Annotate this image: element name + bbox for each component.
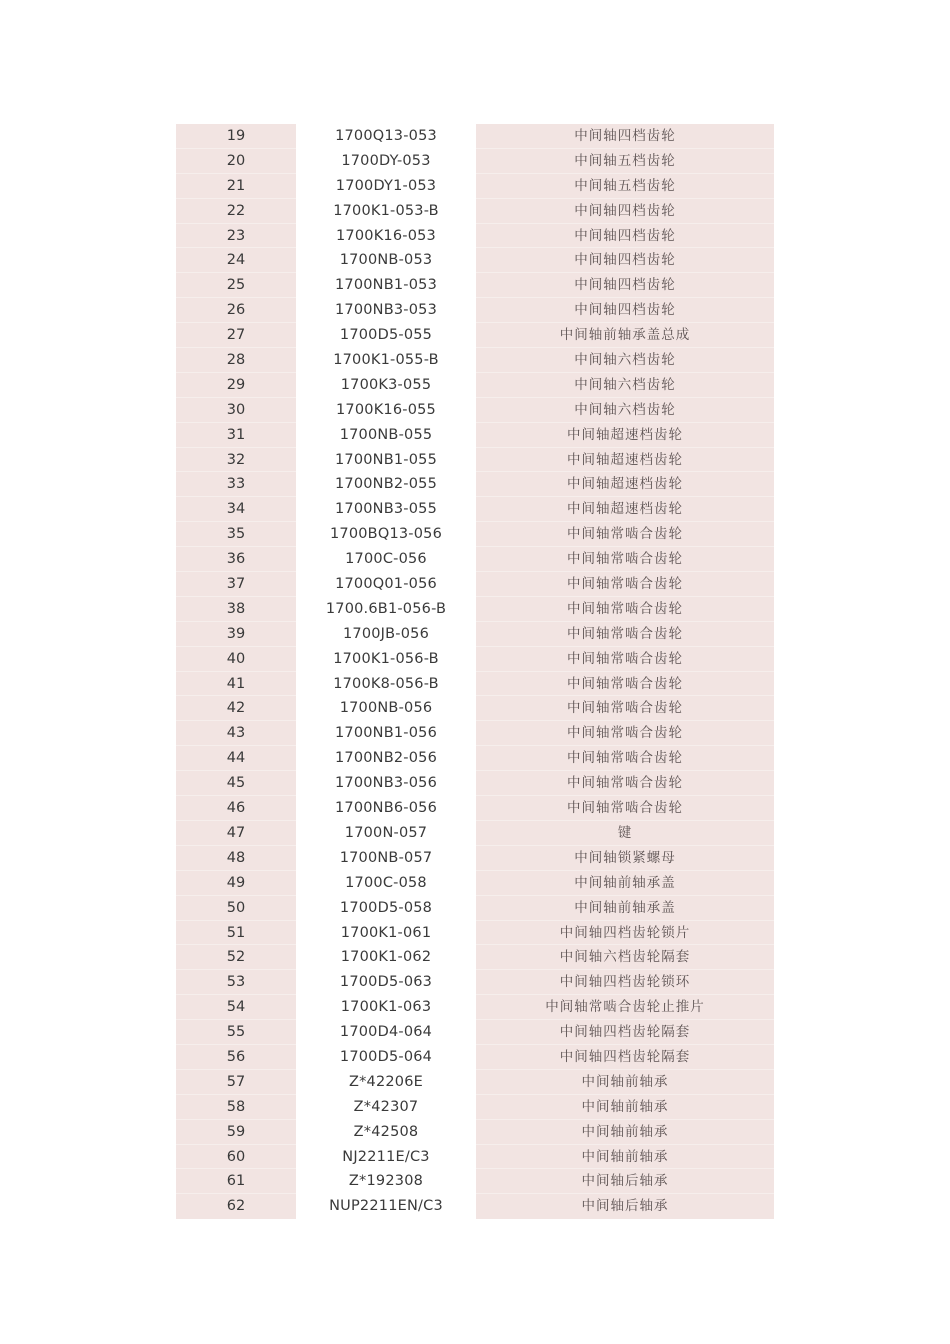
part-name-cell: 中间轴六档齿轮隔套 <box>476 945 774 970</box>
part-name-cell: 中间轴常啮合齿轮 <box>476 572 774 597</box>
part-code-cell: 1700K1-055-B <box>296 348 476 373</box>
table-row <box>176 398 774 423</box>
part-code-cell: 1700.6B1-056-B <box>296 597 476 622</box>
row-number-cell: 29 <box>176 373 296 398</box>
part-name-cell: 中间轴前轴承 <box>476 1145 774 1170</box>
part-name-cell: 中间轴四档齿轮隔套 <box>476 1045 774 1070</box>
row-number-cell: 47 <box>176 821 296 846</box>
row-number-cell: 52 <box>176 945 296 970</box>
table-row <box>176 647 774 672</box>
part-name-cell: 中间轴前轴承 <box>476 1070 774 1095</box>
part-name-cell: 中间轴前轴承盖 <box>476 896 774 921</box>
part-code-cell: 1700D5-058 <box>296 896 476 921</box>
table-row <box>176 174 774 199</box>
part-name-cell: 中间轴超速档齿轮 <box>476 497 774 522</box>
part-code-cell: 1700NB2-055 <box>296 472 476 497</box>
table-row <box>176 224 774 249</box>
row-number-cell: 48 <box>176 846 296 871</box>
part-name-cell: 中间轴超速档齿轮 <box>476 472 774 497</box>
table-row <box>176 572 774 597</box>
row-number-cell: 22 <box>176 199 296 224</box>
part-code-cell: 1700NB-057 <box>296 846 476 871</box>
part-code-cell: 1700K16-053 <box>296 224 476 249</box>
row-number-cell: 49 <box>176 871 296 896</box>
row-number-cell: 55 <box>176 1020 296 1045</box>
part-name-cell: 中间轴常啮合齿轮 <box>476 696 774 721</box>
table-row <box>176 622 774 647</box>
row-number-cell: 31 <box>176 423 296 448</box>
table-row <box>176 472 774 497</box>
part-code-cell: 1700NB1-053 <box>296 273 476 298</box>
part-name-cell: 中间轴四档齿轮 <box>476 273 774 298</box>
table-row <box>176 1194 774 1219</box>
row-number-cell: 41 <box>176 672 296 697</box>
part-name-cell: 中间轴四档齿轮 <box>476 199 774 224</box>
table-row <box>176 547 774 572</box>
row-number-cell: 32 <box>176 448 296 473</box>
table-row <box>176 796 774 821</box>
part-code-cell: Z*42307 <box>296 1095 476 1120</box>
part-code-cell: Z*42508 <box>296 1120 476 1145</box>
part-code-cell: 1700BQ13-056 <box>296 522 476 547</box>
table-row <box>176 149 774 174</box>
part-code-cell: 1700K1-063 <box>296 995 476 1020</box>
part-code-cell: NUP2211EN/C3 <box>296 1194 476 1219</box>
part-code-cell: 1700N-057 <box>296 821 476 846</box>
part-name-cell: 中间轴前轴承 <box>476 1095 774 1120</box>
row-number-cell: 21 <box>176 174 296 199</box>
part-code-cell: 1700NB2-056 <box>296 746 476 771</box>
part-code-cell: 1700D5-055 <box>296 323 476 348</box>
row-number-cell: 33 <box>176 472 296 497</box>
row-number-cell: 40 <box>176 647 296 672</box>
part-code-cell: 1700NB3-056 <box>296 771 476 796</box>
part-code-cell: 1700Q13-053 <box>296 124 476 149</box>
part-code-cell: 1700C-056 <box>296 547 476 572</box>
table-row <box>176 1070 774 1095</box>
part-code-cell: 1700D5-064 <box>296 1045 476 1070</box>
table-row <box>176 721 774 746</box>
part-code-cell: 1700K8-056-B <box>296 672 476 697</box>
part-code-cell: 1700D5-063 <box>296 970 476 995</box>
table-row <box>176 746 774 771</box>
part-name-cell: 中间轴五档齿轮 <box>476 149 774 174</box>
part-name-cell: 中间轴前轴承盖总成 <box>476 323 774 348</box>
part-code-cell: 1700K16-055 <box>296 398 476 423</box>
part-code-cell: 1700K1-062 <box>296 945 476 970</box>
part-name-cell: 中间轴四档齿轮 <box>476 248 774 273</box>
part-name-cell: 中间轴常啮合齿轮 <box>476 647 774 672</box>
part-name-cell: 中间轴常啮合齿轮 <box>476 672 774 697</box>
table-row <box>176 497 774 522</box>
row-number-cell: 20 <box>176 149 296 174</box>
part-code-cell: Z*42206E <box>296 1070 476 1095</box>
row-number-cell: 54 <box>176 995 296 1020</box>
part-name-cell: 中间轴四档齿轮 <box>476 224 774 249</box>
table-row <box>176 448 774 473</box>
table-row <box>176 821 774 846</box>
table-row <box>176 124 774 149</box>
part-name-cell: 中间轴常啮合齿轮 <box>476 796 774 821</box>
table-row <box>176 672 774 697</box>
row-number-cell: 34 <box>176 497 296 522</box>
row-number-cell: 62 <box>176 1194 296 1219</box>
row-number-cell: 60 <box>176 1145 296 1170</box>
row-number-cell: 23 <box>176 224 296 249</box>
table-row <box>176 1120 774 1145</box>
row-number-cell: 30 <box>176 398 296 423</box>
part-name-cell: 中间轴四档齿轮锁片 <box>476 921 774 946</box>
part-name-cell: 中间轴常啮合齿轮 <box>476 597 774 622</box>
row-number-cell: 39 <box>176 622 296 647</box>
part-name-cell: 中间轴常啮合齿轮 <box>476 522 774 547</box>
part-name-cell: 中间轴四档齿轮锁环 <box>476 970 774 995</box>
row-number-cell: 59 <box>176 1120 296 1145</box>
table-row <box>176 597 774 622</box>
table-row <box>176 348 774 373</box>
part-code-cell: 1700K3-055 <box>296 373 476 398</box>
row-number-cell: 44 <box>176 746 296 771</box>
row-number-cell: 57 <box>176 1070 296 1095</box>
part-name-cell: 中间轴常啮合齿轮 <box>476 746 774 771</box>
parts-table <box>176 124 774 1219</box>
part-name-cell: 中间轴常啮合齿轮止推片 <box>476 995 774 1020</box>
table-row <box>176 970 774 995</box>
row-number-cell: 43 <box>176 721 296 746</box>
row-number-cell: 25 <box>176 273 296 298</box>
part-code-cell: 1700Q01-056 <box>296 572 476 597</box>
table-row <box>176 1095 774 1120</box>
part-name-cell: 中间轴超速档齿轮 <box>476 448 774 473</box>
table-row <box>176 522 774 547</box>
part-code-cell: 1700D4-064 <box>296 1020 476 1045</box>
table-row <box>176 1145 774 1170</box>
part-name-cell: 中间轴前轴承 <box>476 1120 774 1145</box>
row-number-cell: 51 <box>176 921 296 946</box>
part-code-cell: NJ2211E/C3 <box>296 1145 476 1170</box>
row-number-cell: 50 <box>176 896 296 921</box>
row-number-cell: 36 <box>176 547 296 572</box>
part-name-cell: 中间轴锁紧螺母 <box>476 846 774 871</box>
table-row <box>176 696 774 721</box>
part-code-cell: 1700NB-056 <box>296 696 476 721</box>
row-number-cell: 28 <box>176 348 296 373</box>
part-name-cell: 中间轴六档齿轮 <box>476 348 774 373</box>
part-code-cell: 1700DY1-053 <box>296 174 476 199</box>
row-number-cell: 42 <box>176 696 296 721</box>
part-name-cell: 键 <box>476 821 774 846</box>
part-code-cell: 1700K1-053-B <box>296 199 476 224</box>
table-row <box>176 1045 774 1070</box>
row-number-cell: 27 <box>176 323 296 348</box>
row-number-cell: 45 <box>176 771 296 796</box>
row-number-cell: 24 <box>176 248 296 273</box>
part-code-cell: 1700NB3-053 <box>296 298 476 323</box>
part-code-cell: 1700NB3-055 <box>296 497 476 522</box>
part-name-cell: 中间轴常啮合齿轮 <box>476 721 774 746</box>
part-code-cell: Z*192308 <box>296 1169 476 1194</box>
part-name-cell: 中间轴前轴承盖 <box>476 871 774 896</box>
table-row <box>176 248 774 273</box>
part-name-cell: 中间轴超速档齿轮 <box>476 423 774 448</box>
part-name-cell: 中间轴后轴承 <box>476 1194 774 1219</box>
table-row <box>176 921 774 946</box>
table-row <box>176 1020 774 1045</box>
part-code-cell: 1700NB-053 <box>296 248 476 273</box>
row-number-cell: 19 <box>176 124 296 149</box>
table-row <box>176 199 774 224</box>
table-row <box>176 323 774 348</box>
row-number-cell: 37 <box>176 572 296 597</box>
table-row <box>176 298 774 323</box>
part-code-cell: 1700DY-053 <box>296 149 476 174</box>
part-code-cell: 1700NB1-055 <box>296 448 476 473</box>
row-number-cell: 56 <box>176 1045 296 1070</box>
row-number-cell: 26 <box>176 298 296 323</box>
part-code-cell: 1700K1-061 <box>296 921 476 946</box>
row-number-cell: 38 <box>176 597 296 622</box>
part-code-cell: 1700NB6-056 <box>296 796 476 821</box>
row-number-cell: 61 <box>176 1169 296 1194</box>
table-row <box>176 1169 774 1194</box>
part-name-cell: 中间轴常啮合齿轮 <box>476 547 774 572</box>
part-name-cell: 中间轴四档齿轮 <box>476 124 774 149</box>
part-code-cell: 1700JB-056 <box>296 622 476 647</box>
table-row <box>176 846 774 871</box>
table-row <box>176 423 774 448</box>
part-name-cell: 中间轴常啮合齿轮 <box>476 771 774 796</box>
table-row <box>176 896 774 921</box>
part-name-cell: 中间轴六档齿轮 <box>476 398 774 423</box>
part-name-cell: 中间轴四档齿轮 <box>476 298 774 323</box>
table-row <box>176 771 774 796</box>
table-row <box>176 871 774 896</box>
part-name-cell: 中间轴后轴承 <box>476 1169 774 1194</box>
part-name-cell: 中间轴六档齿轮 <box>476 373 774 398</box>
part-name-cell: 中间轴常啮合齿轮 <box>476 622 774 647</box>
part-code-cell: 1700NB1-056 <box>296 721 476 746</box>
row-number-cell: 58 <box>176 1095 296 1120</box>
row-number-cell: 35 <box>176 522 296 547</box>
row-number-cell: 53 <box>176 970 296 995</box>
table-row <box>176 373 774 398</box>
part-name-cell: 中间轴四档齿轮隔套 <box>476 1020 774 1045</box>
table-row <box>176 945 774 970</box>
part-code-cell: 1700K1-056-B <box>296 647 476 672</box>
part-name-cell: 中间轴五档齿轮 <box>476 174 774 199</box>
part-code-cell: 1700NB-055 <box>296 423 476 448</box>
part-code-cell: 1700C-058 <box>296 871 476 896</box>
table-row <box>176 995 774 1020</box>
row-number-cell: 46 <box>176 796 296 821</box>
table-row <box>176 273 774 298</box>
